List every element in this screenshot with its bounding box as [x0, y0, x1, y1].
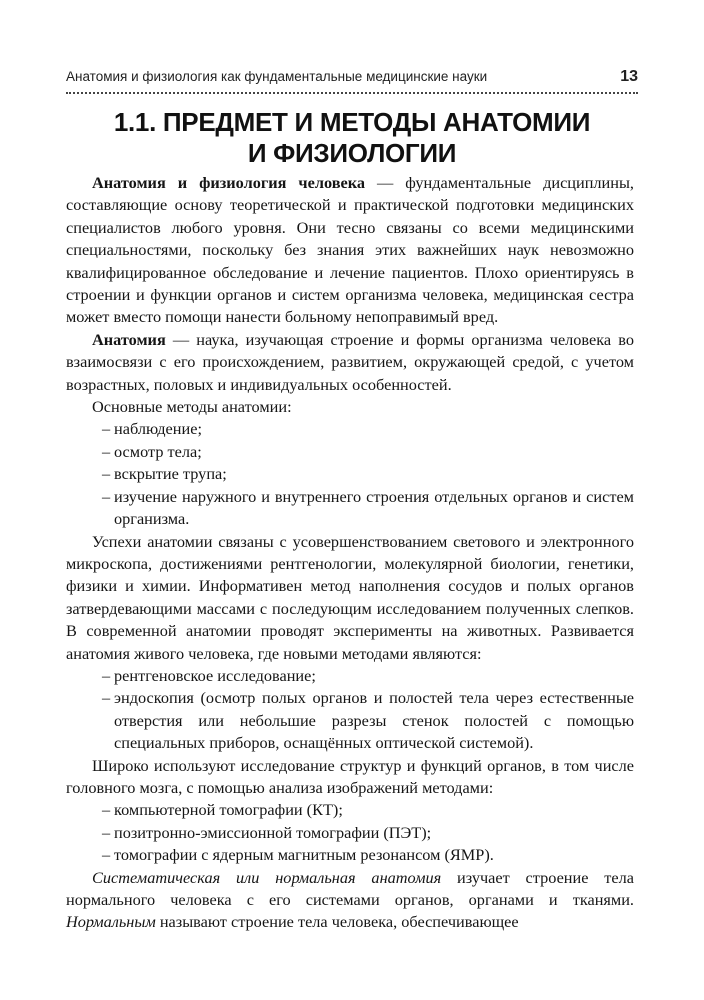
list-item: – наблюдение; [66, 418, 634, 440]
dash-marker: – [102, 665, 111, 685]
dash-marker: – [102, 822, 111, 842]
list-item: – изучение наружного и внутреннего строения отдельных органов и систем организма. [102, 486, 634, 529]
running-title: Анатомия и физиология как фундаментальные медицинские науки [66, 69, 488, 84]
term-anatomy: Анатомия [92, 329, 166, 349]
term-systematic-anatomy: Систематическая или нормальная анатомия [92, 867, 442, 887]
body-text [66, 172, 634, 934]
page-number: 13 [620, 68, 638, 85]
dash-marker: – [102, 688, 111, 708]
section-title-line-1: 1.1. ПРЕДМЕТ И МЕТОДЫ АНАТОМИИ [113, 107, 591, 137]
header-dotted-rule [66, 92, 638, 94]
paragraph-2 [66, 329, 634, 396]
dash-marker: – [102, 845, 111, 865]
list-item: – позитронно-эмиссионной томографии (ПЭТ); [66, 822, 634, 844]
methods-list [66, 418, 634, 530]
paragraph-4: Успехи анатомии связаны с усовершенствованием светового и электронного микроскопа, достижениями рентгенологии, молекулярной биологии, генетики, физики и химии. Информативен метод наполнения сосудов и полых органов затвердевающими массами с последующим исследованием полученных слепков. В современной анатомии проводят эксперименты на животных. Развивается анатомия живого человека, где новыми методами являются: [66, 531, 634, 663]
paragraph-1-text: — фундаментальные дисциплины, составляющие основу теоретической и практической подготовки медицинских специалистов любого уровня. Они тесно связаны со всеми медицинскими специальностями, поскольку без знания этих важнейших наук невозможно квалифицированное обследование и лечение пациентов. Плохо ориентируясь в строении и функции органов и систем организма человека, медицинская сестра может вместо помощи нанести больному непоправимый вред. [66, 173, 634, 327]
dash-marker: – [102, 486, 111, 506]
list-item: – вскрытие трупа; [66, 463, 634, 485]
dash-marker: – [102, 464, 111, 484]
list-item: – компьютерной томографии (КТ); [66, 799, 634, 821]
paragraph-5: Широко используют исследование структур и функций органов, в том числе головного мозга, с помощью анализа изображений методами: [66, 755, 634, 797]
paragraph-1 [66, 172, 634, 329]
list-item: – рентгеновское исследование; [66, 665, 634, 687]
list-item: – эндоскопия (осмотр полых органов и полостей тела через естественные отверстия или небольшие разрезы стенок полостей с помощью специальных приборов, оснащённых оптической системой). [102, 688, 634, 753]
dash-marker: – [102, 800, 111, 820]
list-item: – томографии с ядерным магнитным резонансом (ЯМР). [66, 844, 634, 866]
dash-marker: – [102, 441, 111, 461]
paragraph-3: Основные методы анатомии: [92, 397, 292, 417]
section-title-line-2: И ФИЗИОЛОГИИ [247, 138, 457, 168]
term-normal: Нормальным [66, 912, 156, 932]
imaging-methods-list [66, 799, 634, 866]
running-head [66, 68, 638, 86]
dash-marker: – [102, 419, 111, 439]
list-item: – осмотр тела; [66, 441, 634, 463]
section-title [66, 107, 638, 169]
paragraph-2-text: — наука, изучающая строение и формы организма человека во взаимосвязи с его происхождением, развитием, окружающей средой, с учетом возрастных, половых и индивидуальных особенностей. [66, 329, 634, 394]
term-anatomy-physiology: Анатомия и физиология человека [92, 173, 365, 192]
new-methods-list [66, 665, 634, 755]
paragraph-6: Систематическая или нормальная анатомия изучает строение тела нормального человека с его системами органов, органами и тканями. Нормальным называют строение тела человека, обеспечивающее [66, 867, 634, 932]
